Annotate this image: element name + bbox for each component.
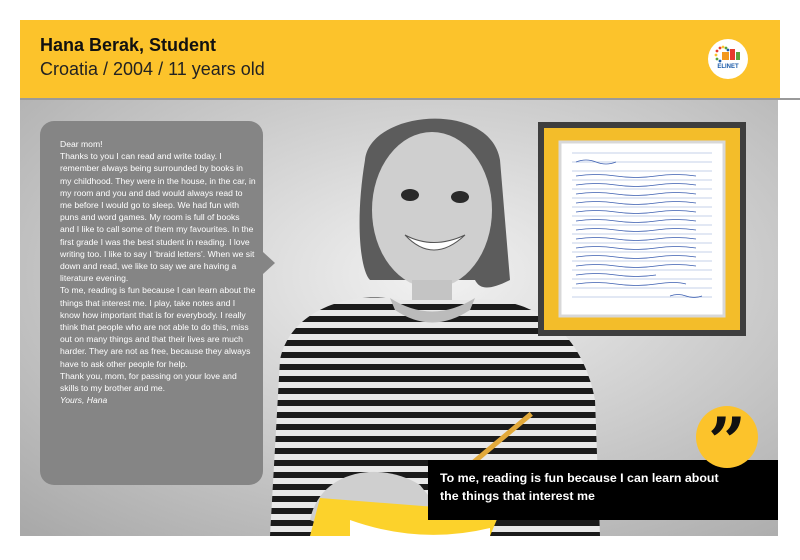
person-subtitle: Croatia / 2004 / 11 years old bbox=[40, 59, 265, 79]
letter-signature: Yours, Hana bbox=[60, 395, 108, 406]
elinet-logo bbox=[708, 39, 748, 79]
person-name: Hana Berak, Student bbox=[40, 35, 217, 55]
header-banner bbox=[20, 20, 780, 98]
logo-text: ELINET bbox=[717, 64, 739, 70]
letter-greeting: Dear mom! bbox=[60, 139, 103, 149]
letter-paragraph-2: To me, reading is fun because I can learn about the things that interest me. I play, take notes and I know how important that is for everybody. I really think that people who are not able to do this, miss out on many things and that their lives are much harder. They are not as free, because they always have to ask other people for help. bbox=[60, 285, 256, 369]
bubble-tail bbox=[263, 252, 275, 274]
quote-mark-icon: ” bbox=[708, 403, 746, 481]
quote-text: To me, reading is fun because I can learn about the things that interest me bbox=[440, 471, 719, 503]
letter-paragraph-1: Thanks to you I can read and write today. I remember always being surrounded by books in my childhood. They were in the house, in the car, in my room and you and dad would always read to me before I would go to sleep. We had fun with puns and word games. My room is full of books and I like to call some of them my favourites. In the first grade I was the best student in reading. I love writing too. I like to say I ‘braid letters’. When we sit down and read, we like to say we are having a literature evening. bbox=[60, 151, 256, 284]
quote-circle bbox=[696, 403, 758, 481]
logo-icon bbox=[708, 39, 748, 79]
letter-paragraph-3: Thank you, mom, for passing on your love and skills to my brother and me. bbox=[60, 370, 237, 394]
letter-text bbox=[60, 138, 256, 406]
